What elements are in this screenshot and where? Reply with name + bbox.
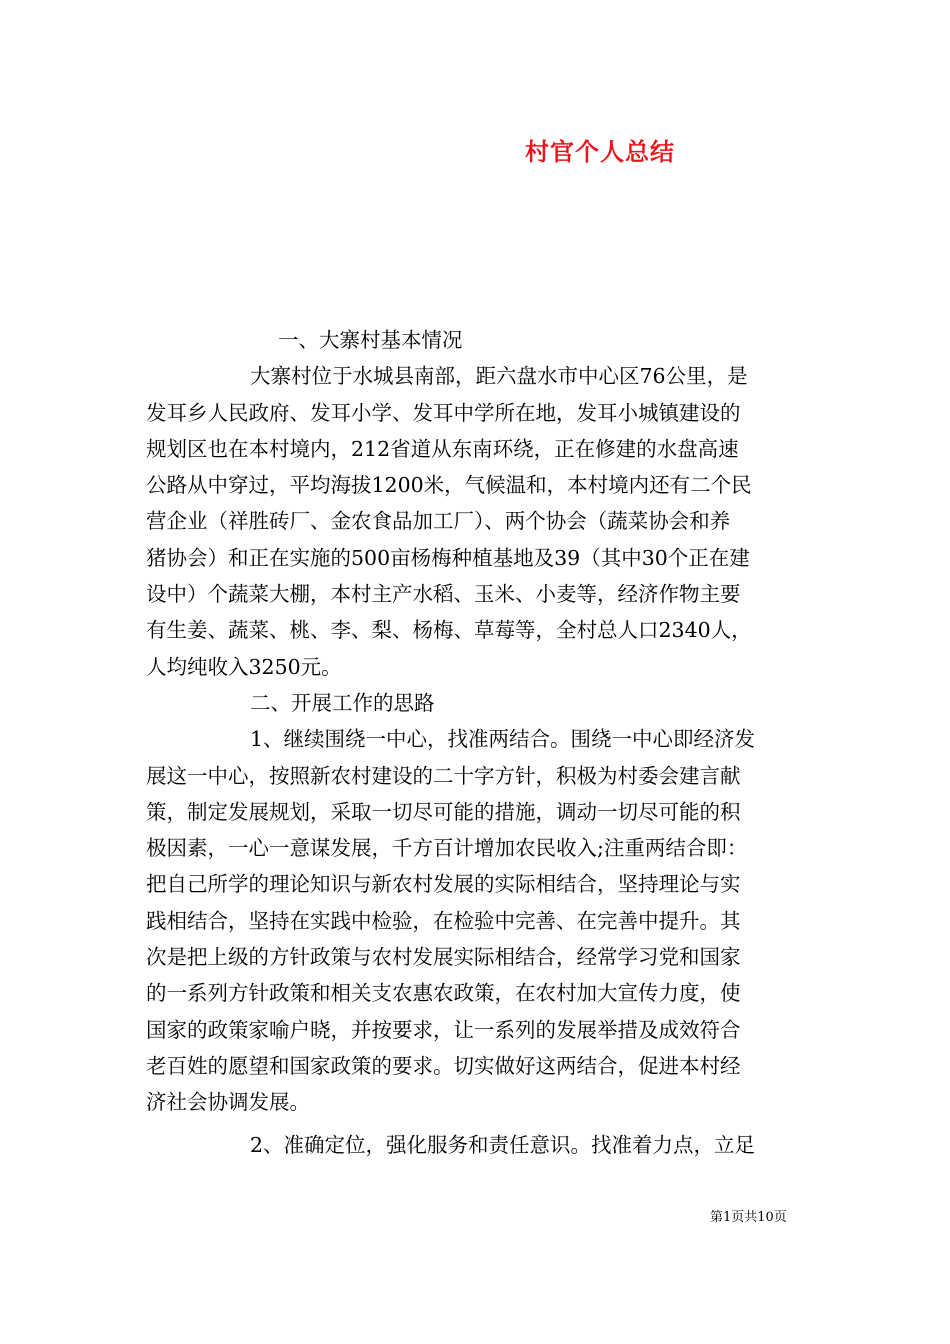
paragraph-line: 老百姓的愿望和国家政策的要求。切实做好这两结合，促进本村经 <box>146 1053 741 1078</box>
paragraph-line: 1、继续围绕一中心，找准两结合。围绕一中心即经济发 <box>250 727 756 752</box>
paragraph-line: 有生姜、蔬菜、桃、李、梨、杨梅、草莓等，全村总人口2340人， <box>146 618 752 643</box>
paragraph-line: 2、准确定位，强化服务和责任意识。找准着力点，立足 <box>250 1132 756 1157</box>
paragraph-line: 把自己所学的理论知识与新农村发展的实际相结合，坚持理论与实 <box>146 872 741 897</box>
paragraph-line: 策，制定发展规划，采取一切尽可能的措施，调动一切尽可能的积 <box>146 799 741 824</box>
page-number: 第1页共10页 <box>710 1210 787 1225</box>
paragraph-line: 展这一中心，按照新农村建设的二十字方针，积极为村委会建言献 <box>146 763 741 788</box>
section-heading-1: 一、大寨村基本情况 <box>278 328 463 352</box>
paragraph-line: 发耳乡人民政府、发耳小学、发耳中学所在地，发耳小城镇建设的 <box>146 400 741 425</box>
paragraph-line: 济社会协调发展。 <box>146 1090 310 1115</box>
paragraph-line: 极因素，一心一意谋发展，千方百计增加农民收入;注重两结合即： <box>146 836 748 861</box>
paragraph-line: 猪协会）和正在实施的500亩杨梅种植基地及39（其中30个正在建 <box>146 545 750 570</box>
paragraph-line: 大寨村位于水城县南部，距六盘水市中心区76公里，是 <box>250 364 748 389</box>
document-title: 村官个人总结 <box>525 137 675 166</box>
paragraph-line: 公路从中穿过，平均海拔1200米，气候温和，本村境内还有二个民 <box>146 473 752 498</box>
paragraph-line: 人均纯收入3250元。 <box>146 654 342 679</box>
paragraph-line: 践相结合，坚持在实践中检验，在检验中完善、在完善中提升。其 <box>146 908 741 933</box>
paragraph-line: 设中）个蔬菜大棚，本村主产水稻、玉米、小麦等，经济作物主要 <box>146 582 741 607</box>
document-body <box>146 322 806 1163</box>
paragraph-line: 次是把上级的方针政策与农村发展实际相结合，经常学习党和国家 <box>146 945 741 970</box>
paragraph-line: 的一系列方针政策和相关支农惠农政策，在农村加大宣传力度，使 <box>146 981 741 1006</box>
section-heading-2: 二、开展工作的思路 <box>250 690 435 715</box>
paragraph-line: 国家的政策家喻户晓，并按要求，让一系列的发展举措及成效符合 <box>146 1017 741 1042</box>
paragraph-line: 营企业（祥胜砖厂、金农食品加工厂）、两个协会（蔬菜协会和养 <box>146 509 731 534</box>
paragraph-line: 规划区也在本村境内，212省道从东南环绕，正在修建的水盘高速 <box>146 436 739 461</box>
